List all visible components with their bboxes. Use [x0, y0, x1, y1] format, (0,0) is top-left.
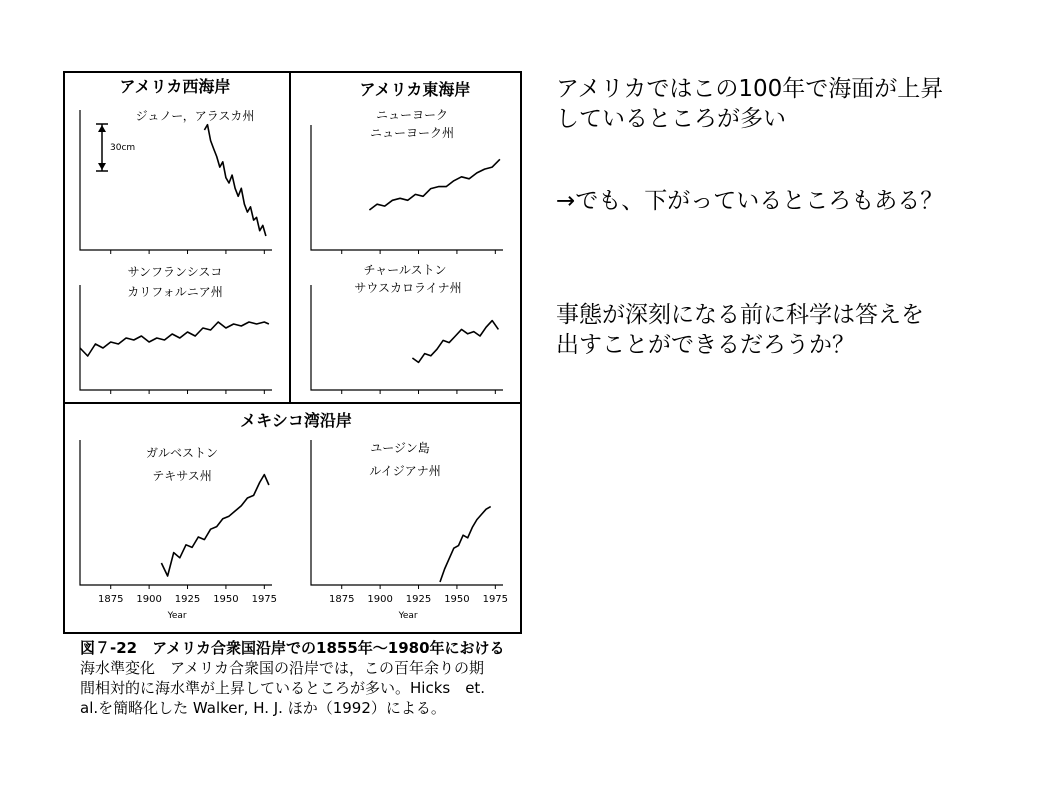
x-axis-labels [98, 594, 508, 621]
caption-line-1: 図７-22 アメリカ合衆国沿岸での1855年～1980年における [80, 639, 505, 657]
panel-label-charleston-2: サウスカロライナ州 [354, 281, 462, 295]
statement-question-line-2: 出すことができるだろうか？ [556, 332, 855, 358]
statement-rise-line-1: アメリカではこの100年で海面が上昇 [556, 76, 944, 102]
tick-label-galveston-1875: 1875 [97, 594, 124, 605]
tick-label-galveston-1925: 1925 [174, 594, 201, 605]
statement-question [556, 300, 924, 360]
caption-line-2: 海水準変化 アメリカ合衆国の沿岸では，この百年余りの期 [80, 659, 484, 677]
series-line-sf [80, 322, 269, 356]
statement-rise [556, 74, 943, 134]
panel-label-ny-1: ニューヨーク [375, 108, 449, 122]
panel-label-sf-2: カリフォルニア州 [127, 285, 223, 299]
panel-label-eugene-2: ルイジアナ州 [369, 464, 441, 478]
region-title-west: アメリカ西海岸 [119, 77, 231, 96]
axis-eugene [311, 440, 503, 585]
axis-ny [311, 125, 503, 250]
axis-sf [80, 285, 272, 390]
tick-label-galveston-1975: 1975 [251, 594, 278, 605]
region-title-gulf: メキシコ湾沿岸 [240, 411, 352, 430]
tick-label-eugene-1875: 1875 [328, 594, 355, 605]
series-line-sitka [204, 125, 266, 236]
x-axis-title-eugene: Year [398, 611, 418, 621]
scale-bar-label: 30cm [110, 143, 136, 153]
caption-line-3: 間相対的に海水準が上昇しているところが多い。Hicks et. [80, 679, 486, 697]
series-line-ny [369, 159, 500, 210]
series-line-eugene [440, 507, 491, 582]
axis-charleston [311, 285, 503, 390]
tick-label-galveston-1950: 1950 [213, 594, 239, 605]
panel-label-galveston-1: ガルベストン [145, 446, 219, 460]
panel-label-galveston-2: テキサス州 [152, 469, 212, 483]
tick-label-galveston-1900: 1900 [136, 594, 162, 605]
panel-label-sf-1: サンフランシスコ [127, 265, 223, 279]
panel-label-eugene-1: ユージン島 [370, 441, 430, 455]
axis-galveston [80, 440, 272, 585]
panel-axes [80, 110, 503, 589]
x-axis-title-galveston: Year [167, 611, 187, 621]
caption-line-4: al.を簡略化した Walker, H. J. ほか（1992）による。 [80, 699, 446, 717]
tick-label-eugene-1950: 1950 [444, 594, 470, 605]
region-title-east: アメリカ東海岸 [359, 80, 471, 99]
statement-question-line-1: 事態が深刻になる前に科学は答えを [556, 302, 924, 328]
statement-rise-line-2: しているところが多い [556, 106, 786, 132]
panel-label-sitka: ジュノー，アラスカ州 [135, 109, 255, 123]
series-line-galveston [161, 475, 269, 576]
axis-sitka [80, 110, 272, 250]
panel-label-ny-2: ニューヨーク州 [369, 126, 455, 140]
tick-label-eugene-1975: 1975 [482, 594, 509, 605]
statement-fall: →でも、下がっているところもある？ [556, 188, 944, 214]
tick-label-eugene-1925: 1925 [405, 594, 432, 605]
panel-label-charleston-1: チャールストン [363, 263, 447, 277]
scale-bar [96, 124, 108, 171]
series-line-charleston [412, 321, 498, 363]
tick-label-eugene-1900: 1900 [367, 594, 393, 605]
